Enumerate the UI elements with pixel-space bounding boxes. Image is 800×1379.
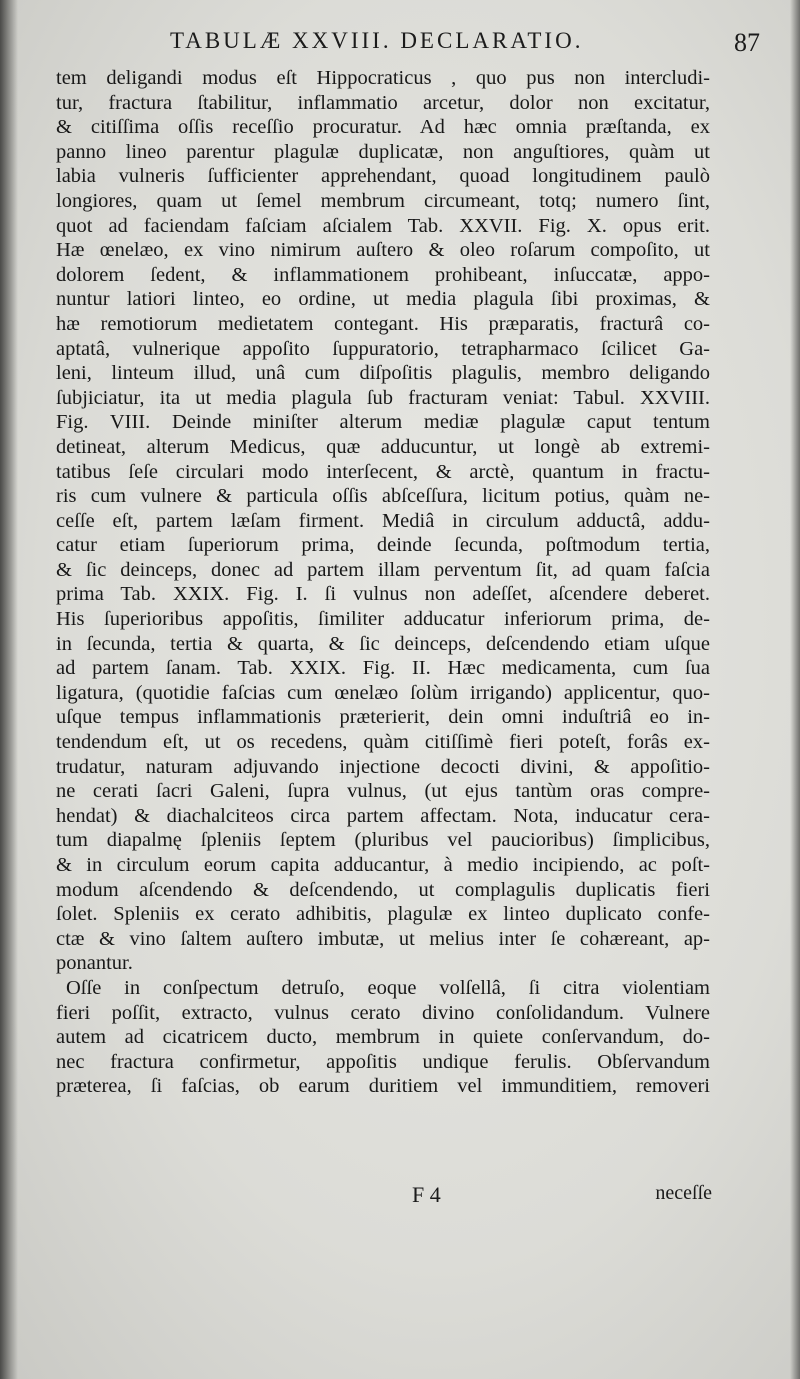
running-head: TABULÆ XXVIII. DECLARATIO. xyxy=(170,28,584,53)
text-line: His ſuperioribus appoſitis, ſimiliter adducatur inferiorum prima, de- xyxy=(56,608,710,631)
text-line: labia vulneris ſufficienter apprehendant, quoad longitudinem paulò xyxy=(56,165,710,188)
page-number: 87 xyxy=(734,28,760,57)
text-line: trudatur, naturam adjuvando injectione decocti divini, & appoſitio- xyxy=(56,755,710,778)
text-line: hendat) & diachalciteos circa partem affectam. Nota, inducatur cera- xyxy=(56,804,710,827)
signature-mark: F 4 xyxy=(412,1182,441,1207)
page-edge-shadow xyxy=(790,0,800,1379)
text-line: hæ remotiorum medietatem contegant. His præparatis, fracturâ co- xyxy=(56,312,710,335)
text-line: fieri poſſit, extracto, vulnus cerato divino conſolidandum. Vulnere xyxy=(56,1001,710,1024)
text-line: uſque tempus inflammationis præterierit, dein omni induſtriâ eo in- xyxy=(56,706,710,729)
text-line: quot ad faciendam faſciam aſcialem Tab. XXVII. Fig. X. opus erit. xyxy=(56,214,710,237)
text-line: nuntur latiori linteo, eo ordine, ut media plagula ſibi proximas, & xyxy=(56,288,710,311)
text-line: ad partem ſanam. Tab. XXIX. Fig. II. Hæc medicamenta, cum ſua xyxy=(56,657,710,680)
text-line: ſolet. Spleniis ex cerato adhibitis, plagulæ ex linteo duplicato confe- xyxy=(56,903,710,926)
text-line: tendendum eſt, ut os recedens, quàm citiſſimè fieri poteſt, forâs ex- xyxy=(56,731,710,754)
text-line: autem ad cicatricem ducto, membrum in quiete conſervandum, do- xyxy=(56,1026,710,1049)
text-line: Hæ œnelæo, ex vino nimirum auſtero & oleo roſarum compoſito, ut xyxy=(56,239,710,262)
text-line: Fig. VIII. Deinde miniſter alterum mediæ plagulæ caput tentum xyxy=(56,411,710,434)
text-line: tur, fractura ſtabilitur, inflammatio arcetur, dolor non excitatur, xyxy=(56,91,710,114)
body-text xyxy=(56,66,710,1099)
text-line: in ſecunda, tertia & quarta, & ſic deinceps, deſcendendo etiam uſque xyxy=(56,632,710,655)
text-line: tem deligandi modus eſt Hippocraticus , quo pus non intercludi- xyxy=(56,67,710,89)
text-line: longiores, quam ut ſemel membrum circumeant, totq; numero ſint, xyxy=(56,189,710,212)
text-line: prima Tab. XXIX. Fig. I. ſi vulnus non adeſſet, aſcendere deberet. xyxy=(56,583,710,606)
text-line: Oſſe in conſpectum detruſo, eoque volſellâ, ſi citra violentiam xyxy=(66,976,710,999)
text-line: ris cum vulnere & particula oſſis abſceſſura, licitum potius, quàm ne- xyxy=(56,485,710,508)
text-line: & citiſſima oſſis receſſio procuratur. Ad hæc omnia præſtanda, ex xyxy=(56,116,710,139)
text-line: præterea, ſi faſcias, ob earum duritiem vel immunditiem, removeri xyxy=(56,1075,710,1098)
text-line: detineat, alterum Medicus, quæ adducuntur, ut longè ab extremi- xyxy=(56,435,710,458)
catchword: neceſſe xyxy=(655,1182,712,1204)
text-line: nec fractura confirmetur, appoſitis undique ferulis. Obſervandum xyxy=(56,1050,710,1073)
text-line: leni, linteum illud, unâ cum diſpoſitis plagulis, membro deligando xyxy=(56,362,710,385)
text-line: tum diapalmę ſpleniis ſeptem (pluribus vel paucioribus) ſimplicibus, xyxy=(56,829,710,852)
text-line: ctæ & vino ſaltem auſtero imbutæ, ut melius inter ſe cohæreant, ap- xyxy=(56,927,710,950)
binding-gutter xyxy=(0,0,18,1379)
text-line: ponantur. xyxy=(56,952,133,975)
text-line: ne cerati ſacri Galeni, ſupra vulnus, (ut ejus tantùm oras compre- xyxy=(56,780,710,803)
text-line: aptatâ, vulnerique appoſito ſuppuratorio, tetrapharmaco ſcilicet Ga- xyxy=(56,337,710,360)
text-line: modum aſcendendo & deſcendendo, ut complagulis duplicatis fieri xyxy=(56,878,710,901)
text-line: ceſſe eſt, partem læſam firment. Mediâ in circulum adductâ, addu- xyxy=(56,509,710,532)
text-line: ſubjiciatur, ita ut media plagula ſub fracturam veniat: Tabul. XXVIII. xyxy=(56,386,710,409)
text-line: dolorem ſedent, & inflammationem prohibeant, inſuccatæ, appo- xyxy=(56,263,710,286)
text-line: tatibus ſeſe circulari modo interſecent, & arctè, quantum in fractu- xyxy=(56,460,710,483)
text-line: panno lineo parentur plagulæ duplicatæ, non anguſtiores, quàm ut xyxy=(56,140,710,163)
text-line: & in circulum eorum capita adducantur, à medio incipiendo, ac poſt- xyxy=(56,854,710,876)
text-line: ligatura, (quotidie faſcias cum œnelæo ſolùm irrigando) applicentur, quo- xyxy=(56,681,710,704)
text-line: & ſic deinceps, donec ad partem illam perventum ſit, ad quam faſcia xyxy=(56,558,710,581)
text-line: catur etiam ſuperiorum prima, deinde ſecunda, poſtmodum tertia, xyxy=(56,534,710,557)
